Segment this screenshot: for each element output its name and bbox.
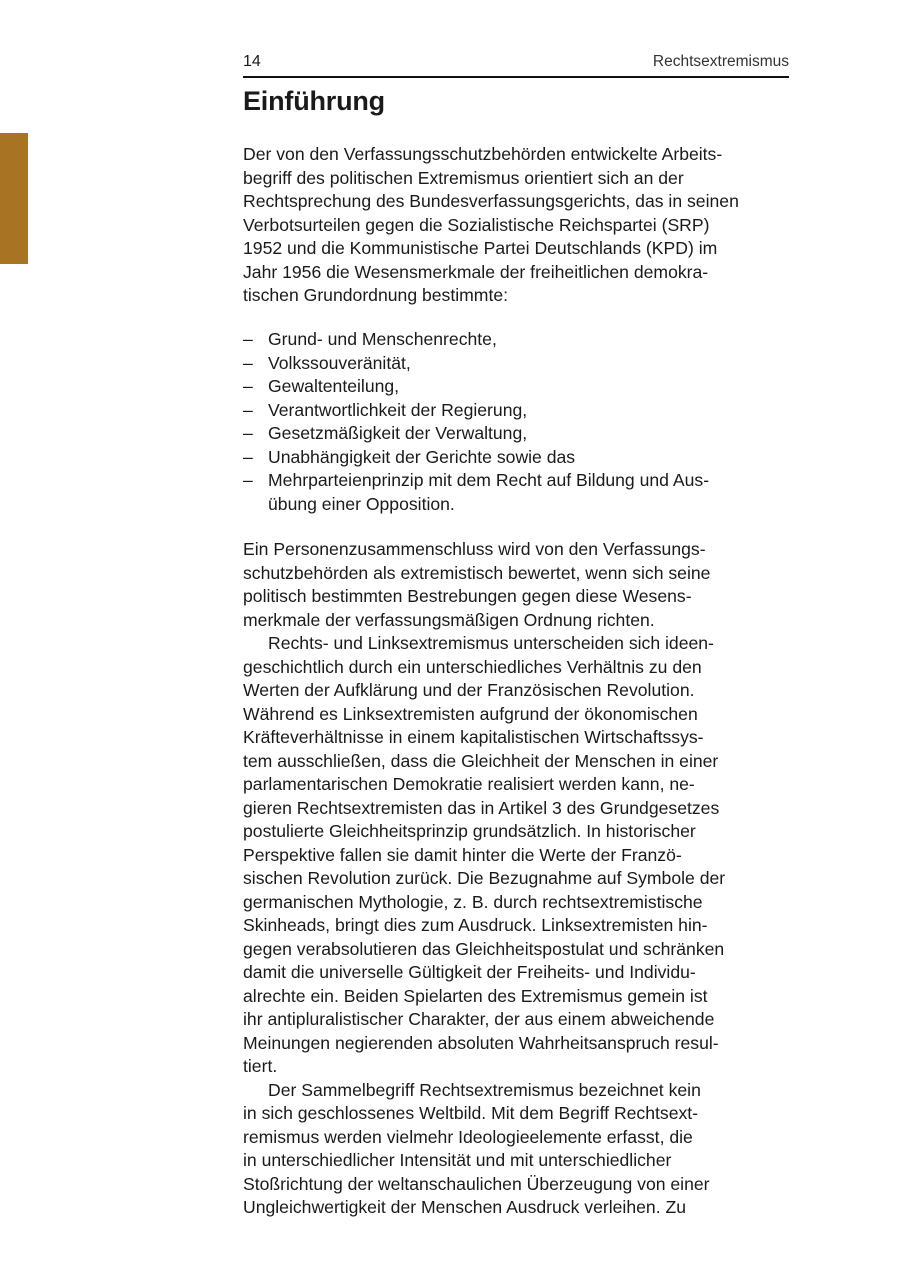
text-line: schutzbehörden als extremistisch bewertet, wenn sich seine [243, 562, 711, 583]
text-line: Meinungen negierenden absoluten Wahrheitsanspruch resul- [243, 1032, 719, 1053]
running-header [243, 53, 789, 75]
text-line: gegen verabsolutieren das Gleichheitspostulat und schränken [243, 938, 725, 959]
list-dash: – [243, 423, 253, 443]
text-line: ihr antipluralistischer Charakter, der aus einem abweichende [243, 1009, 715, 1029]
list-item-text: Grund- und Menschenrechte, [268, 329, 497, 349]
text-line: geschichtlich durch ein unterschiedliches Verhältnis zu den [243, 656, 702, 677]
paragraph [243, 538, 803, 632]
text-line: Stoßrichtung der weltanschaulichen Überzeugung von einer [243, 1173, 710, 1194]
list-item [243, 399, 803, 423]
body-text [243, 538, 803, 1220]
header-rule [243, 76, 789, 78]
text-line: tem ausschließen, dass die Gleichheit der Menschen in einer [243, 750, 719, 771]
list-item [243, 328, 803, 352]
text-line: Rechts- und Linksextremismus unterscheiden sich ideen- [268, 633, 714, 653]
text-line: 1952 und die Kommunistische Partei Deutschlands (KPD) im [243, 238, 718, 258]
text-line: begriff des politischen Extremismus orientiert sich an der [243, 167, 684, 188]
list-dash: – [243, 470, 253, 490]
list-item [243, 469, 803, 516]
text-line: Werten der Aufklärung und der Französischen Revolution. [243, 680, 695, 700]
text-line: tischen Grundordnung bestimmte: [243, 285, 509, 305]
text-line: alrechte ein. Beiden Spielarten des Extremismus gemein ist [243, 985, 708, 1006]
text-line: Verbotsurteilen gegen die Sozialistische Reichspartei (SRP) [243, 214, 710, 235]
text-line: postulierte Gleichheitsprinzip grundsätzlich. In historischer [243, 821, 696, 841]
principles-list [243, 328, 803, 516]
list-dash: – [243, 446, 253, 467]
text-line: politisch bestimmten Bestrebungen gegen diese Wesens- [243, 586, 692, 606]
list-dash: – [243, 376, 253, 396]
section-heading: Einführung [243, 86, 385, 116]
list-item-text: Mehrparteienprinzip mit dem Recht auf Bildung und Aus- [268, 470, 710, 490]
list-item-text: übung einer Opposition. [268, 493, 455, 514]
text-line: sischen Revolution zurück. Die Bezugnahme auf Symbole der [243, 868, 726, 888]
list-item [243, 352, 803, 376]
intro-paragraph [243, 143, 803, 308]
text-line: Perspektive fallen sie damit hinter die Werte der Franzö- [243, 844, 682, 865]
paragraph [243, 1079, 803, 1220]
text-line: tiert. [243, 1056, 278, 1076]
list-item [243, 422, 803, 446]
list-item-text: Verantwortlichkeit der Regierung, [268, 399, 528, 420]
text-line: gieren Rechtsextremisten das in Artikel 3 des Grundgesetzes [243, 797, 720, 818]
text-line: Kräfteverhältnisse in einem kapitalistischen Wirtschaftssys- [243, 727, 704, 747]
text-line: Jahr 1956 die Wesensmerkmale der freiheitlichen demokra- [243, 261, 709, 282]
list-item-text: Gesetzmäßigkeit der Verwaltung, [268, 423, 528, 443]
text-line: in sich geschlossenes Weltbild. Mit dem Begriff Rechtsext- [243, 1103, 699, 1123]
text-line: Rechtsprechung des Bundesverfassungsgerichts, das in seinen [243, 191, 739, 211]
text-line: parlamentarischen Demokratie realisiert werden kann, ne- [243, 774, 695, 794]
text-line: Skinheads, bringt dies zum Ausdruck. Linksextremisten hin- [243, 915, 708, 935]
text-line: Der Sammelbegriff Rechtsextremismus bezeichnet kein [268, 1079, 701, 1100]
chapter-marker-tab [0, 133, 28, 264]
paragraph [243, 632, 803, 1079]
list-item-text: Unabhängigkeit der Gerichte sowie das [268, 446, 576, 467]
list-item-text: Gewaltenteilung, [268, 376, 400, 396]
list-item [243, 375, 803, 399]
running-title: Rechtsextremismus [652, 53, 789, 70]
text-line: in unterschiedlicher Intensität und mit unterschiedlicher [243, 1150, 672, 1170]
text-line: merkmale der verfassungsmäßigen Ordnung richten. [243, 609, 655, 630]
text-line: Der von den Verfassungsschutzbehörden entwickelte Arbeits- [243, 144, 723, 164]
list-dash: – [243, 399, 253, 420]
text-line: damit die universelle Gültigkeit der Freiheits- und Individu- [243, 962, 696, 982]
list-item [243, 446, 803, 470]
text-line: remismus werden vielmehr Ideologieelemente erfasst, die [243, 1126, 693, 1147]
list-dash: – [243, 352, 253, 373]
text-line: Während es Linksextremisten aufgrund der ökonomischen [243, 703, 698, 724]
text-line: Ein Personenzusammenschluss wird von den Verfassungs- [243, 539, 706, 559]
page-number: 14 [243, 53, 261, 70]
text-line: germanischen Mythologie, z. B. durch rechtsextremistische [243, 891, 703, 912]
list-item-text: Volkssouveränität, [268, 352, 411, 373]
list-dash: – [243, 329, 253, 349]
text-line: Ungleichwertigkeit der Menschen Ausdruck verleihen. Zu [243, 1197, 686, 1217]
